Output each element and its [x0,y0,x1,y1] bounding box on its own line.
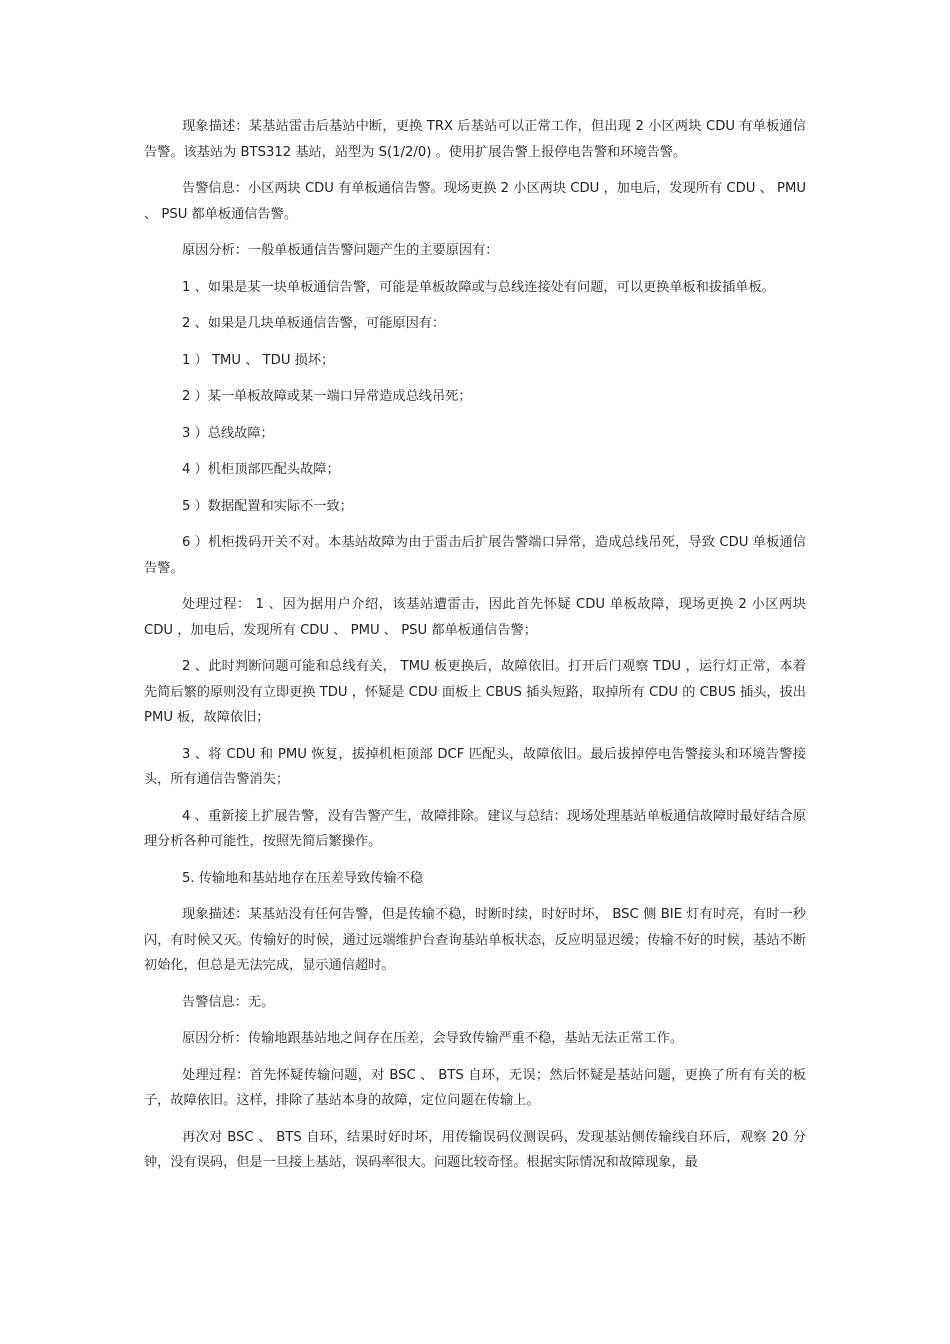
paragraph-cause-1: 原因分析：一般单板通信告警问题产生的主要原因有： [182,243,499,258]
paragraph-sub-item-1: 1 ） TMU 、 TDU 损坏； [182,352,335,368]
paragraph-sub-item-2: 2 ）某一单板故障或某一端口异常造成总线吊死； [182,389,472,404]
paragraph-sub-item-6: 6 ）机柜拨码开关不对。本基站故障为由于雷击后扩展告警端口异常，造成总线吊死，导致 CDU 单板通信告警。 [144,535,806,576]
paragraph-symptom-1: 现象描述：某基站雷击后基站中断，更换 TRX 后基站可以正常工作，但出现 2 小区两块 CDU 有单板通信告警。该基站为 BTS312 基站，站型为 S(1/2/0) 。使用扩展告警上报停电告警和环境告警。 [144,119,806,160]
paragraph-sub-item-5: 5 ）数据配置和实际不一致； [182,498,353,514]
section-heading-5: 5. 传输地和基站地存在压差导致传输不稳 [182,870,423,886]
paragraph-cause-item-1: 1 、如果是某一块单板通信告警，可能是单板故障或与总线连接处有问题，可以更换单板和拔插单板。 [182,279,775,295]
paragraph-cause-item-2: 2 、如果是几块单板通信告警，可能原因有： [182,316,446,331]
paragraph-process-1: 处理过程： 1 、因为据用户介绍，该基站遭雷击，因此首先怀疑 CDU 单板故障，现场更换 2 小区两块 CDU ，加电后，发现所有 CDU 、 PMU 、 PSU 都单板通信告警； [144,597,806,638]
paragraph-process-2: 2 、此时判断问题可能和总线有关， TMU 板更换后，故障依旧。打开后门观察 TDU ，运行灯正常，本着先简后繁的原则没有立即更换 TDU ，怀疑是 CDU 面板上 CBUS 插头短路，取掉所有 CDU 的 CBUS 插头，拔出 PMU 板，故障依旧； [144,659,806,725]
paragraph-sub-item-4: 4 ）机柜顶部匹配头故障； [182,462,340,477]
paragraph-alarm-2: 告警信息：无。 [182,994,275,1010]
paragraph-process-3: 3 、将 CDU 和 PMU 恢复，拔掉机柜顶部 DCF 匹配头，故障依旧。最后拔掉停电告警接头和环境告警接头，所有通信告警消失； [144,746,806,787]
paragraph-alarm-1: 告警信息：小区两块 CDU 有单板通信告警。现场更换 2 小区两块 CDU ，加电后，发现所有 CDU 、 PMU 、 PSU 都单板通信告警。 [144,181,806,222]
paragraph-process-4: 4 、重新接上扩展告警，没有告警产生，故障排除。建议与总结：现场处理基站单板通信故障时最好结合原理分析各种可能性，按照先简后繁操作。 [144,808,806,849]
paragraph-symptom-2: 现象描述：某基站没有任何告警，但是传输不稳，时断时续，时好时坏， BSC 侧 BIE 灯有时亮，有时一秒闪，有时候又灭。传输好的时候，通过远端维护台查询基站单板状态，反应明显迟缓；传输不好的时候，基站不断初始化，但总是无法完成，显示通信超时。 [144,907,806,973]
paragraph-process-5: 处理过程：首先怀疑传输问题，对 BSC 、 BTS 自环，无误；然后怀疑是基站问题，更换了所有有关的板子，故障依旧。这样，排除了基站本身的故障，定位问题在传输上。 [144,1067,806,1108]
document-body [144,114,806,1187]
paragraph-process-6: 再次对 BSC 、 BTS 自环，结果时好时坏，用传输误码仪测误码，发现基站侧传输线自环后，观察 20 分钟，没有误码，但是一旦接上基站，误码率很大。问题比较奇怪。根据实际情况和故障现象，最 [144,1129,806,1170]
paragraph-cause-2: 原因分析：传输地跟基站地之间存在压差，会导致传输严重不稳，基站无法正常工作。 [182,1031,684,1046]
paragraph-sub-item-3: 3 ）总线故障； [182,425,274,441]
